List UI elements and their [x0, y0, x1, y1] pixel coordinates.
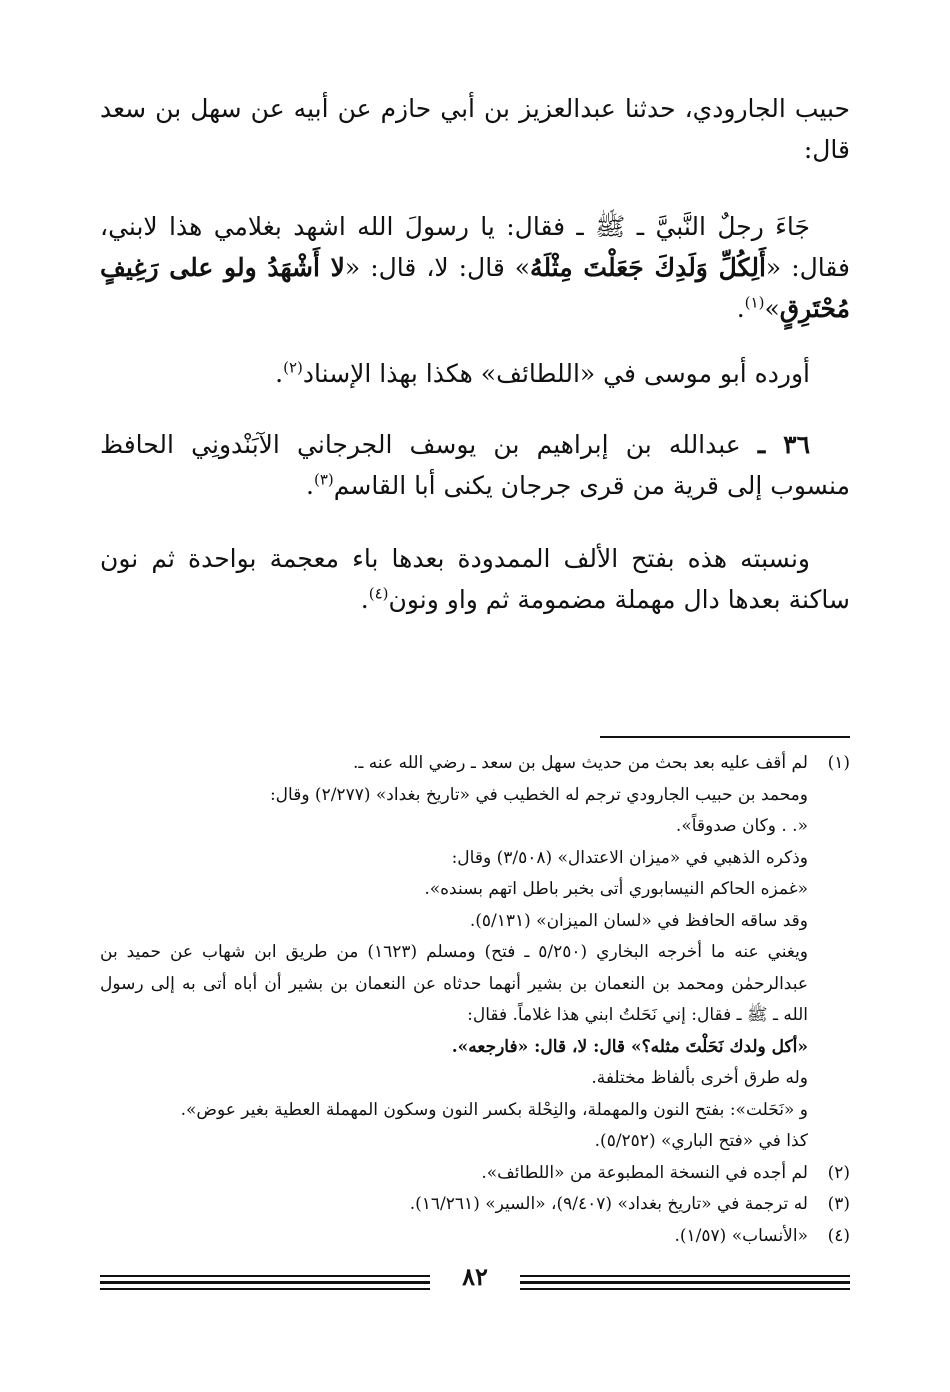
footnote-2-body: لم أجده في النسخة المطبوعة من «اللطائف». [481, 1162, 808, 1183]
paragraph-2-hadith [100, 206, 850, 329]
paragraph-4-text: عبدالله بن إبراهيم بن يوسف الجرجاني الآبَنْدونِي الحافظ منسوب إلى قرية من قرى جرجان يكنى أبا القاسم [100, 430, 850, 500]
footnote-line: «غمزه الحاكم النيسابوري أتى بخبر باطل اتهم بسنده». [424, 879, 808, 899]
footnote-2-number: (٢) [827, 1162, 850, 1183]
paragraph-1 [100, 88, 850, 170]
footnote-3 [100, 1189, 850, 1221]
footnote-4-number: (٤) [827, 1225, 850, 1246]
footnote-line: «أكل ولدك نَحَلْتَ مثله؟» قال: لا، قال: «فارجعه». [451, 1036, 808, 1057]
paragraph-4-entry [100, 424, 850, 506]
footnote-1 [100, 748, 850, 1158]
footnote-3-number: (٣) [827, 1194, 850, 1214]
footnote-separator [600, 736, 850, 738]
footnote-line: كذا في «فتح الباري» (٥/٢٥٢). [594, 1131, 808, 1151]
footnote-ref-4: (٤) [368, 584, 389, 603]
footnote-3-body: له ترجمة في «تاريخ بغداد» (٩/٤٠٧)، «السير» (١٦/٢٦١). [409, 1194, 808, 1214]
paragraph-2-text-a: جَاءَ رجلٌ النَّبيَّ ـ ﷺ ـ فقال: يا رسولَ الله اشهد بغلامي هذا لابني، فقال: « [100, 212, 850, 282]
footnote-line: وقد ساقه الحافظ في «لسان الميزان» (٥/١٣١). [469, 910, 808, 931]
paragraph-5-text: ونسبته هذه بفتح الألف الممدودة بعدها باء معجمة بواحدة ثم نون ساكنة بعدها دال مهملة مضمومة ثم واو ونون [100, 544, 850, 614]
footer-rule-left [100, 1275, 430, 1289]
page-number: ٨٢ [462, 1262, 488, 1291]
footnote-ref-2: (٢) [283, 358, 303, 377]
footnote-line: ويغني عنه ما أخرجه البخاري (٥/٢٥٠ ـ فتح) ومسلم (١٦٢٣) من طريق ابن شهاب عن حميد بن عبدالرحمٰن ومحمد بن النعمان بن بشير أنهما حدثاه عن النعمان بن بشير أن أباه أتى به إلى رسول الله ـ ﷺ ـ فقال: إني نَحَلتُ ابني هذا غلاماً. فقال: [100, 942, 809, 1025]
paragraph-2-text-c: » [764, 294, 780, 323]
footnote-4 [100, 1221, 850, 1253]
footnote-ref-1: (١) [744, 293, 765, 312]
paragraph-1-text: حبيب الجارودي، حدثنا عبدالعزيز بن أبي حازم عن أبيه عن سهل بن سعد قال: [100, 94, 850, 164]
footnote-line: «. . وكان صدوقاً». [675, 816, 808, 836]
footnote-line: ومحمد بن حبيب الجارودي ترجم له الخطيب في «تاريخ بغداد» (٢/٢٧٧) وقال: [269, 784, 808, 805]
page-footer [100, 1262, 850, 1298]
footer-rule-right [520, 1275, 850, 1289]
footnotes [100, 748, 850, 1252]
footnote-line: لم أقف عليه بعد بحث من حديث سهل بن سعد ـ رضي الله عنه ـ. [353, 753, 808, 773]
hadith-quote-2: لا أَشْهَدُ ولو على رَغِيفٍ مُحْتَرِقٍ [100, 253, 850, 323]
paragraph-3 [100, 353, 850, 394]
paragraph-3-end: . [275, 359, 284, 388]
footnote-line: وله طرق أخرى بألفاظ مختلفة. [591, 1068, 808, 1088]
paragraph-5-end: . [360, 585, 369, 614]
paragraph-2-end: . [736, 294, 745, 323]
footnote-4-body: «الأنساب» (١/٥٧). [674, 1225, 808, 1246]
entry-number: ٣٦ ـ [757, 430, 810, 459]
hadith-quote-1: أَلِكُلِّ وَلَدِكَ جَعَلْتَ مِثْلَهُ [530, 253, 766, 282]
footnote-line: وذكره الذهبي في «ميزان الاعتدال» (٣/٥٠٨) وقال: [451, 847, 808, 868]
footnote-2 [100, 1158, 850, 1190]
paragraph-3-text: أورده أبو موسى في «اللطائف» هكذا بهذا الإسناد [302, 359, 810, 388]
paragraph-4-end: . [306, 471, 314, 500]
footnote-ref-3: (٣) [313, 470, 334, 489]
footnote-line: و «نَحَلت»: بفتح النون والمهملة، والنِحْلة بكسر النون وسكون المهملة العطية بغير عوض». [180, 1099, 808, 1120]
paragraph-5 [100, 538, 850, 620]
footnote-1-number: (١) [827, 753, 850, 773]
footnote-1-body [100, 748, 808, 1158]
paragraph-2-text-b: » قال: لا، قال: « [344, 253, 531, 282]
